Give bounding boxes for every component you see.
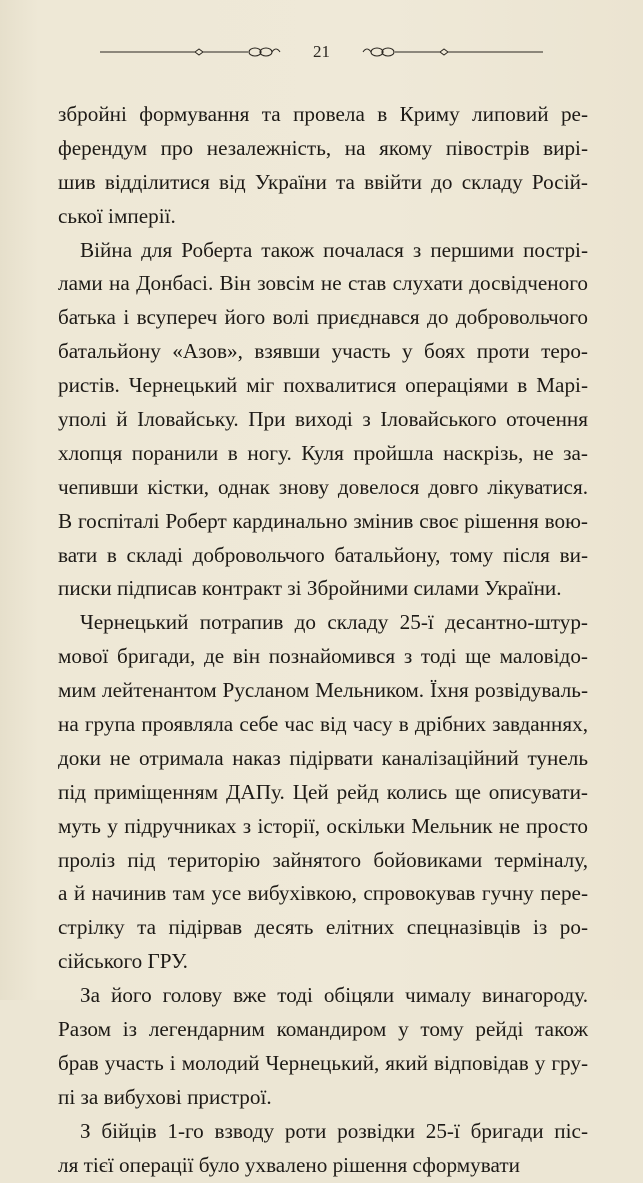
text-line: Війна для Роберта також почалася з першими пострі- — [80, 237, 588, 262]
text-line: лами на Донбасі. Він зовсім не став слухати досвідченого — [58, 271, 588, 296]
text-line: доки не отримала наказ підірвати каналізаційний тунель — [58, 745, 588, 770]
text-line: мим лейтенантом Русланом Мельником. Їхня розвідуваль- — [58, 678, 588, 703]
text-line: пі за вибухові пристрої. — [58, 1084, 272, 1109]
text-line: вати в складі добровольчого батальйону, тому після ви- — [58, 542, 588, 567]
text-line: муть у підручниках з історії, оскільки Мельник не просто — [58, 813, 588, 838]
text-line: а й начинив там усе вибухівкою, спровокував гучну пере- — [58, 881, 588, 906]
text-line: під приміщенням ДАПу. Цей рейд колись ще описувати- — [58, 779, 588, 804]
text-line: чепивши кістки, однак знову довелося довго лікуватися. — [58, 474, 588, 499]
text-line: мової бригади, де він познайомився з тоді ще маловідо- — [58, 644, 588, 669]
text-line: брав участь і молодий Чернецький, який відповідав у гру- — [58, 1050, 588, 1075]
text-line: За його голову вже тоді обіцяли чималу винагороду. — [80, 983, 588, 1008]
text-line: писки підписав контракт зі Збройними силами України. — [58, 576, 562, 601]
text-line: уполі й Іловайську. При виході з Іловайського оточення — [58, 407, 588, 432]
text-line: шив відділитися від України та ввійти до складу Росій- — [58, 169, 588, 194]
text-line: сійського ГРУ. — [58, 949, 188, 974]
text-line: збройні формування та провела в Криму липовий ре- — [58, 102, 588, 126]
text-line: ристів. Чернецький міг похвалитися операціями в Марі- — [58, 373, 588, 398]
text-line: на група проявляла себе час від часу в дрібних завданнях, — [58, 712, 588, 737]
text-line: ської імперії. — [58, 203, 176, 228]
body-text — [58, 98, 588, 1183]
text-line: Разом із легендарним командиром у тому рейді також — [58, 1017, 588, 1042]
text-line: хлопця поранили в ногу. Куля пройшла наскрізь, не за- — [58, 440, 588, 465]
text-line: В госпіталі Роберт кардинально змінив своє рішення вою- — [58, 508, 588, 533]
text-line: З бійців 1-го взводу роти розвідки 25-ї бригади піс- — [80, 1118, 588, 1143]
page-header — [100, 36, 543, 68]
text-line: проліз під територію зайнятого бойовиками терміналу, — [58, 847, 588, 872]
text-line: стрілку та підірвав десять елітних спецназівців із ро- — [58, 915, 588, 940]
page-number: 21 — [313, 42, 330, 61]
text-line: батальйону «Азов», взявши участь у боях проти теро- — [58, 339, 588, 364]
text-line: Чернецький потрапив до складу 25-ї десантно-штур- — [80, 610, 588, 635]
text-line: батька і всупереч його волі приєднався до добровольчого — [58, 305, 588, 330]
text-line: ферендум про незалежність, на якому півострів вирі- — [58, 135, 588, 160]
text-line: ля тієї операції було ухвалено рішення сформувати — [58, 1152, 520, 1177]
